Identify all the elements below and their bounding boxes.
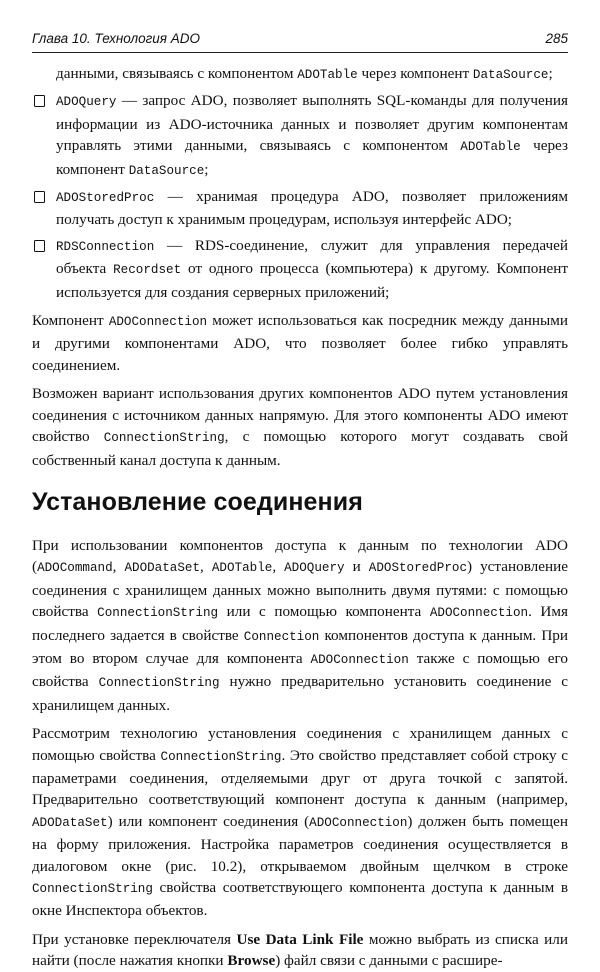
checkbox-bullet-icon xyxy=(34,95,45,107)
paragraph-connection-methods: При использовании компонентов доступа к данным по технологии ADO (ADOCommand, ADODataSet, ADOTable, ADOQuery и ADOStoredProc) установление соединения с хранилищем данных можно выполнить двумя путями: с помощью свойства ConnectionString или с помощью компонента ADOConnection. Имя последнего задается в свойстве Connection компонентов доступа к данным. При этом во втором случае для компонента ADOConnection также с помощью его свойства ConnectionString нужно предварительно установить соединение с хранилищем данных. xyxy=(32,536,569,714)
list-item-adostoredproc: ADOStoredProc — хранимая процедура ADO, позволяет приложениям получать доступ к хранимым процедурам, используя интерфейс ADO; xyxy=(32,186,568,231)
checkbox-bullet-icon xyxy=(34,240,45,252)
section-heading: Установление соединения xyxy=(32,487,363,516)
paragraph-adoconnection: Компонент ADOConnection может использоваться как посредник между данными и другими компонентами ADO, что позволяет более гибко управлять соединением. xyxy=(32,312,568,374)
list-item-adoquery: ADOQuery — запрос ADO, позволяет выполнять SQL-команды для получения информации из ADO-источника данных и позволяет другим компонентам управлять этими данными, связываясь с компонентом ADOTable через компонент DataSource; xyxy=(32,90,568,182)
page-number: 285 xyxy=(545,31,568,46)
running-header xyxy=(32,30,568,53)
paragraph-data-link-file: При установке переключателя Use Data Link File можно выбрать из списка или найти (после нажатия кнопки Browse) файл связи с данными с расшире- xyxy=(32,930,568,970)
paragraph-connection-dialog: Рассмотрим технологию установления соединения с хранилищем данных с помощью свойства ConnectionString. Это свойство представляет собой строку с параметрами соединения, отделяемыми друг от друга точкой с запятой. Предварительно соответствующий компонент доступа к данным (например, ADODataSet) или компонент соединения (ADOConnection) должен быть помещен на форму приложения. Настройка параметров соединения осуществляется в диалоговом окне (рис. 10.2), открываемом двойным щелчком в строке ConnectionString свойства соответствующего компонента доступа к данным в окне Инспектора объектов. xyxy=(32,725,568,920)
list-item-rdsconnection: RDSConnection — RDS-соединение, служит для управления передачей объекта Recordset от одного процесса (компьютера) к другому. Компонент используется для создания серверных приложений; xyxy=(32,235,568,303)
paragraph-connectionstring: Возможен вариант использования других компонентов ADO путем установления соединения с источником данных напрямую. Для этого компоненты ADO имеют свойство ConnectionString, с помощью которого могут создавать свой собственный канал доступа к данным. xyxy=(32,385,568,469)
checkbox-bullet-icon xyxy=(34,191,45,203)
chapter-title: Глава 10. Технология ADO xyxy=(32,31,201,46)
list-item-continuation: данными, связываясь с компонентом ADOTable через компонент DataSource; xyxy=(56,65,553,82)
page-content xyxy=(32,63,568,972)
